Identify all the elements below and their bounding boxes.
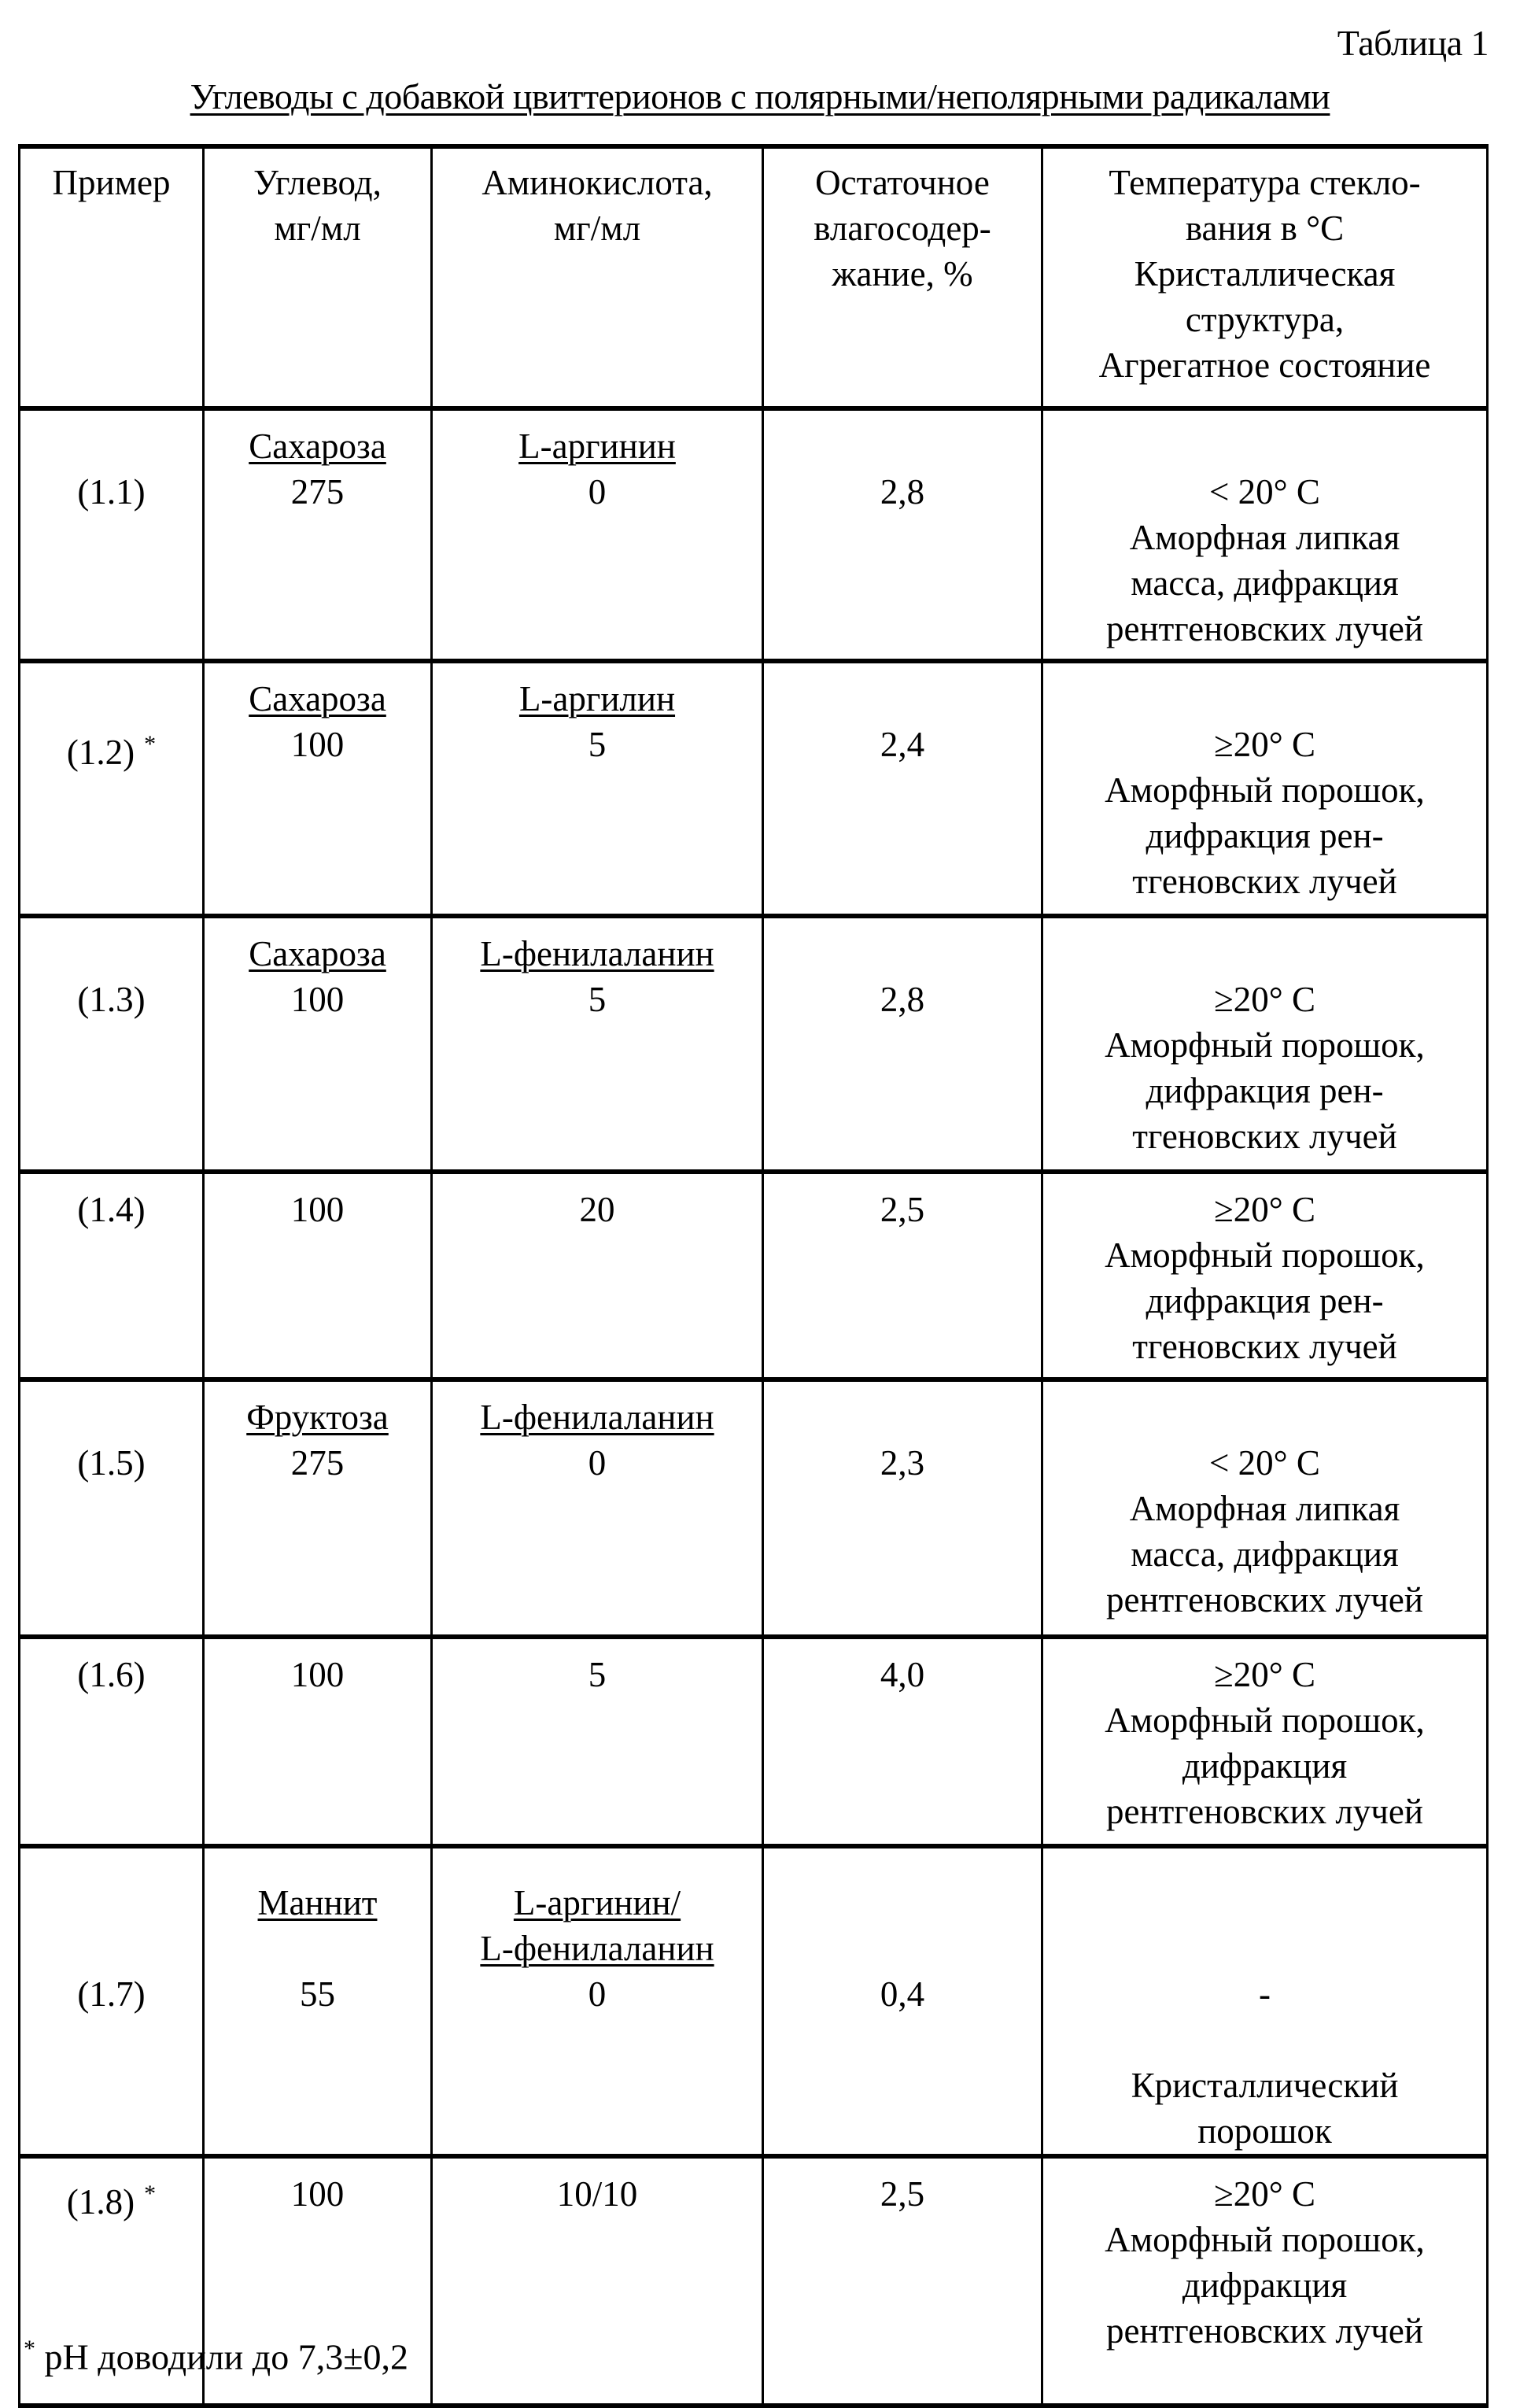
- state-line: Аморфная липкая: [1048, 515, 1481, 560]
- state-line: Аморфный порошок,: [1048, 1022, 1481, 1068]
- carb-name-wrap: [209, 931, 426, 977]
- moisture-value: 2,8: [769, 469, 1036, 515]
- example-number: (1.5): [25, 1440, 197, 1486]
- spacer: [1048, 1926, 1481, 1971]
- example-number: (1.6): [25, 1652, 197, 1697]
- glass-transition: -: [1048, 1971, 1481, 2017]
- amino-name-wrap: [437, 931, 757, 977]
- cell-state: [1042, 1846, 1488, 2156]
- table-row: [20, 916, 1488, 1172]
- spacer: [1048, 1880, 1481, 1926]
- spacer: [1048, 1394, 1481, 1440]
- glass-transition: ≥20° C: [1048, 977, 1481, 1022]
- carb-name-wrap: [209, 1880, 426, 1926]
- cell-state: [1042, 408, 1488, 661]
- state-line: рентгеновских лучей: [1048, 1577, 1481, 1623]
- column-header: [1042, 146, 1488, 408]
- carb-value: 100: [209, 2171, 426, 2217]
- cell-carbohydrate: [204, 1379, 432, 1637]
- cell-carbohydrate: [204, 661, 432, 916]
- cell-example: [20, 1846, 204, 2156]
- carb-name: Сахароза: [249, 934, 386, 973]
- glass-transition: ≥20° C: [1048, 1187, 1481, 1232]
- spacer: [769, 676, 1036, 722]
- header-row: [20, 146, 1488, 408]
- cell-state: [1042, 1637, 1488, 1846]
- moisture-value: 2,4: [769, 722, 1036, 767]
- carb-value: 100: [209, 977, 426, 1022]
- moisture-value: 2,3: [769, 1440, 1036, 1486]
- cell-amino-acid: [432, 2156, 763, 2406]
- cell-amino-acid: [432, 916, 763, 1172]
- cell-carbohydrate: [204, 1172, 432, 1379]
- cell-amino-acid: [432, 408, 763, 661]
- table-row: [20, 1379, 1488, 1637]
- spacer: [769, 1880, 1036, 1926]
- header-line: Углевод,: [209, 160, 426, 205]
- cell-amino-acid: [432, 1637, 763, 1846]
- state-line: Аморфный порошок,: [1048, 2217, 1481, 2262]
- spacer: [209, 1926, 426, 1971]
- amino-name-wrap: [437, 676, 757, 722]
- state-line: дифракция рен-: [1048, 1278, 1481, 1324]
- state-line: тгеновских лучей: [1048, 1114, 1481, 1159]
- amino-name: L-фенилаланин: [480, 1398, 714, 1437]
- carb-name: Фруктоза: [246, 1398, 389, 1437]
- amino-name: L-аргинин: [518, 427, 676, 466]
- cell-carbohydrate: [204, 1637, 432, 1846]
- footnote: [24, 2336, 408, 2377]
- spacer: [769, 1926, 1036, 1971]
- cell-state: [1042, 916, 1488, 1172]
- amino-name: L-аргинин/: [514, 1883, 681, 1922]
- example-number: (1.7): [25, 1971, 197, 2017]
- state-line: масса, дифракция: [1048, 560, 1481, 606]
- carb-value: 100: [209, 1187, 426, 1232]
- cell-state: [1042, 1172, 1488, 1379]
- cell-carbohydrate: [204, 408, 432, 661]
- carb-name: Сахароза: [249, 427, 386, 466]
- cell-moisture: [763, 408, 1042, 661]
- cell-amino-acid: [432, 1379, 763, 1637]
- carb-name: Маннит: [258, 1883, 378, 1922]
- cell-example: [20, 408, 204, 661]
- header-line: Пример: [25, 160, 197, 205]
- moisture-value: 2,8: [769, 977, 1036, 1022]
- carb-value: 100: [209, 1652, 426, 1697]
- cell-moisture: [763, 1846, 1042, 2156]
- spacer: [1048, 2017, 1481, 2063]
- carb-value: 100: [209, 722, 426, 767]
- cell-example: [20, 661, 204, 916]
- header-line: влагосодер-: [769, 205, 1036, 251]
- spacer: [1048, 931, 1481, 977]
- cell-carbohydrate: [204, 1846, 432, 2156]
- carb-name-wrap: [209, 1394, 426, 1440]
- carb-value: 275: [209, 1440, 426, 1486]
- moisture-value: 2,5: [769, 1187, 1036, 1232]
- header-line: вания в °C: [1048, 205, 1481, 251]
- cell-state: [1042, 661, 1488, 916]
- cell-carbohydrate: [204, 916, 432, 1172]
- table-row: [20, 1846, 1488, 2156]
- spacer: [25, 676, 197, 722]
- cell-state: [1042, 1379, 1488, 1637]
- header-line: Агрегатное состояние: [1048, 342, 1481, 388]
- table-row: [20, 1637, 1488, 1846]
- state-line: дифракция рен-: [1048, 1068, 1481, 1114]
- glass-transition: ≥20° C: [1048, 1652, 1481, 1697]
- carb-value: 275: [209, 469, 426, 515]
- amino-name-wrap: [437, 1394, 757, 1440]
- cell-amino-acid: [432, 661, 763, 916]
- header-line: структура,: [1048, 297, 1481, 342]
- cell-example: [20, 1379, 204, 1637]
- moisture-value: 0,4: [769, 1971, 1036, 2017]
- cell-state: [1042, 2156, 1488, 2406]
- asterisk-mark: *: [144, 2181, 156, 2207]
- footnote-mark: *: [24, 2336, 35, 2362]
- glass-transition: ≥20° C: [1048, 722, 1481, 767]
- cell-moisture: [763, 2156, 1042, 2406]
- cell-moisture: [763, 1172, 1042, 1379]
- table-row: [20, 661, 1488, 916]
- spacer: [25, 931, 197, 977]
- table-row: [20, 408, 1488, 661]
- spacer: [1048, 423, 1481, 469]
- header-line: жание, %: [769, 251, 1036, 297]
- header-line: мг/мл: [209, 205, 426, 251]
- column-header: [20, 146, 204, 408]
- cell-amino-acid: [432, 1846, 763, 2156]
- spacer: [769, 423, 1036, 469]
- example-number: (1.3): [25, 977, 197, 1022]
- state-line: Кристаллический: [1048, 2063, 1481, 2108]
- table-title: Углеводы с добавкой цвиттерионов с полярными/неполярными радикалами: [0, 76, 1520, 117]
- example-number: (1.1): [25, 469, 197, 515]
- amino-value: 5: [437, 977, 757, 1022]
- cell-moisture: [763, 916, 1042, 1172]
- column-header: [204, 146, 432, 408]
- glass-transition: ≥20° C: [1048, 2171, 1481, 2217]
- state-line: дифракция: [1048, 1743, 1481, 1789]
- carb-name: Сахароза: [249, 679, 386, 718]
- footnote-text: pH доводили до 7,3±0,2: [45, 2336, 408, 2377]
- cell-moisture: [763, 661, 1042, 916]
- state-line: порошок: [1048, 2108, 1481, 2154]
- state-line: Аморфный порошок,: [1048, 1232, 1481, 1278]
- amino-value: 10/10: [437, 2171, 757, 2217]
- spacer: [1048, 676, 1481, 722]
- state-line: рентгеновских лучей: [1048, 2308, 1481, 2354]
- amino-name-wrap: [437, 1880, 757, 1926]
- table-row: [20, 1172, 1488, 1379]
- example-number: (1.8): [67, 2182, 135, 2221]
- spacer: [25, 1394, 197, 1440]
- example-wrap: [25, 2171, 197, 2225]
- amino-value: 5: [437, 722, 757, 767]
- cell-moisture: [763, 1637, 1042, 1846]
- cell-amino-acid: [432, 1172, 763, 1379]
- amino-value: 20: [437, 1187, 757, 1232]
- glass-transition: < 20° C: [1048, 469, 1481, 515]
- amino-value: 0: [437, 469, 757, 515]
- spacer: [25, 423, 197, 469]
- spacer: [25, 1926, 197, 1971]
- amino-name-wrap: [437, 1926, 757, 1971]
- state-line: масса, дифракция: [1048, 1531, 1481, 1577]
- header-line: Остаточное: [769, 160, 1036, 205]
- amino-value: 0: [437, 1440, 757, 1486]
- state-line: рентгеновских лучей: [1048, 606, 1481, 652]
- state-line: тгеновских лучей: [1048, 859, 1481, 904]
- moisture-value: 4,0: [769, 1652, 1036, 1697]
- carb-name-wrap: [209, 676, 426, 722]
- glass-transition: < 20° C: [1048, 1440, 1481, 1486]
- state-line: рентгеновских лучей: [1048, 1789, 1481, 1834]
- carb-name-wrap: [209, 423, 426, 469]
- spacer: [25, 1880, 197, 1926]
- spacer: [769, 931, 1036, 977]
- header-line: Температура стекло-: [1048, 160, 1481, 205]
- amino-name: L-аргилин: [519, 679, 675, 718]
- state-line: дифракция рен-: [1048, 813, 1481, 859]
- state-line: Аморфный порошок,: [1048, 1697, 1481, 1743]
- example-wrap: [25, 722, 197, 775]
- header-line: мг/мл: [437, 205, 757, 251]
- carb-value: 55: [209, 1971, 426, 2017]
- header-line: Аминокислота,: [437, 160, 757, 205]
- state-line: Аморфная липкая: [1048, 1486, 1481, 1531]
- state-line: Аморфный порошок,: [1048, 767, 1481, 813]
- amino-value: 0: [437, 1971, 757, 2017]
- cell-moisture: [763, 1379, 1042, 1637]
- cell-example: [20, 1172, 204, 1379]
- amino-value: 5: [437, 1652, 757, 1697]
- column-header: [763, 146, 1042, 408]
- data-table: [18, 144, 1489, 2408]
- amino-name: L-фенилаланин: [480, 1929, 714, 1968]
- amino-name-wrap: [437, 423, 757, 469]
- cell-example: [20, 916, 204, 1172]
- asterisk-mark: *: [144, 731, 156, 757]
- moisture-value: 2,5: [769, 2171, 1036, 2217]
- state-line: тгеновских лучей: [1048, 1324, 1481, 1369]
- cell-example: [20, 1637, 204, 1846]
- state-line: дифракция: [1048, 2262, 1481, 2308]
- example-number: (1.2): [67, 733, 135, 772]
- example-number: (1.4): [25, 1187, 197, 1232]
- table-caption: Таблица 1: [1337, 22, 1489, 64]
- amino-name: L-фенилаланин: [480, 934, 714, 973]
- column-header: [432, 146, 763, 408]
- spacer: [769, 1394, 1036, 1440]
- header-line: Кристаллическая: [1048, 251, 1481, 297]
